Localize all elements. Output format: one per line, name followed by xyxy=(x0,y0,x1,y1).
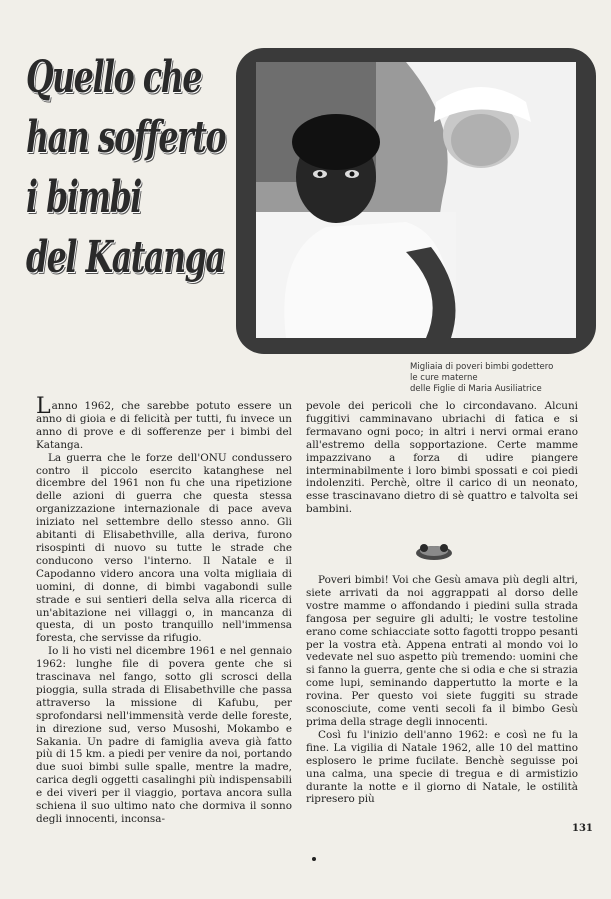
title-line-4: del Katanga xyxy=(26,232,225,283)
paragraph: Così fu l'inizio dell'anno 1962: e così ne fu la fine. La vigilia di Natale 1962, alle 10 del mattino esplosero le prime fucilate. Benchè seguisse poi una calma, una specie di tregua e di armistizio durante la notte e il giorno di Natale, le ostilità ripresero più xyxy=(306,728,578,806)
paragraph-text: anno 1962, che sarebbe potuto essere un anno di gioia e di felicità per tutti, fu invece un anno di prove e di sofferenze per i bimbi del Katanga. xyxy=(36,400,292,451)
photo-nun-with-child xyxy=(236,48,596,354)
paragraph: La guerra che le forze dell'ONU condussero contro il piccolo esercito katanghese nel dicembre del 1961 non fu che una ripetizione delle azioni di guerra che questa stessa organizzazione internazionale di pace aveva iniziato nel settembre dello stesso anno. Gli abitanti di Elisabethville, alla deriva, furono risospinti di nuovo su tutte le strade che conducono verso l'interno. Il Natale e il Capodanno videro ancora una volta migliaia di uomini, di donne, di bimbi vagabondi sulle strade e sui sentieri della selva alla ricerca di un'abitazione nei villaggi o, in mancanza di questa, di un posto tranquillo nell'immensa foresta, che servisse da rifugio. xyxy=(36,451,292,645)
page-number: 131 xyxy=(572,823,593,834)
bullet-dot xyxy=(312,857,316,861)
article-column-left xyxy=(36,394,292,826)
photo-caption xyxy=(410,362,600,395)
paragraph xyxy=(36,394,292,452)
photo-image xyxy=(256,62,576,338)
paragraph: pevole dei pericoli che lo circondavano. Alcuni fuggitivi camminavano ubriachi di fatica e si fermavano ogni poco; in altri i nervi ormai erano all'estremo della sopportazione. Certe mamme impazzivano a forza di udire piangere interminabilmente i loro bimbi spossati e coi piedi indolenziti. Perchè, oltre il carico di un neonato, esse trascinavano dietro di sè quattro e talvolta sei bambini. xyxy=(306,400,578,516)
article-column-right xyxy=(306,400,578,516)
title-line-2: han sofferto xyxy=(26,112,226,163)
article-column-right-lower xyxy=(306,574,578,806)
ornament-icon xyxy=(412,540,456,566)
title-line-3: i bimbi xyxy=(26,172,141,223)
caption-line-2: le cure materne xyxy=(410,373,478,383)
drop-cap: L xyxy=(36,394,51,419)
article-title xyxy=(26,48,226,288)
caption-line-3: delle Figlie di Maria Ausiliatrice xyxy=(410,384,542,394)
paragraph: Poveri bimbi! Voi che Gesù amava più degli altri, siete arrivati da noi aggrappati al dorso delle vostre mamme o affondando i piedini sulla strada fangosa per seguire gli adulti; le vostre testoline erano come schiacciate sotto fagotti troppo pesanti per la vostra età. Appena entrati al mondo voi lo vedevate nel suo aspetto più tremendo: uomini che si fanno la guerra, gente che si odia e che si strazia come lupi, seminando dappertutto la morte e la rovina. Per questo voi siete fuggiti su strade sconosciute, come venti secoli fa il bimbo Gesù prima della strage degli innocenti. xyxy=(306,574,578,728)
paragraph: Io li ho visti nel dicembre 1961 e nel gennaio 1962: lunghe file di povera gente che si trascinava nel fango, sotto gli scrosci della pioggia, sulla strada di Elisabethville che passa attraverso la missione di Kafubu, per sprofondarsi nell'immensità verde delle foreste, in direzione sud, verso Musoshi, Mokambo e Sakania. Un padre di famiglia aveva già fatto più di 15 km. a piedi per venire da noi, portando due suoi bimbi sulle spalle, mentre la madre, carica degli oggetti casalinghi più indispensabili e dei viveri per il viaggio, portava ancora sulla schiena il suo ultimo nato che dormiva il sonno degli innocenti, inconsa- xyxy=(36,645,292,825)
caption-line-1: Migliaia di poveri bimbi godettero xyxy=(410,362,554,372)
title-line-1: Quello che xyxy=(26,52,202,103)
